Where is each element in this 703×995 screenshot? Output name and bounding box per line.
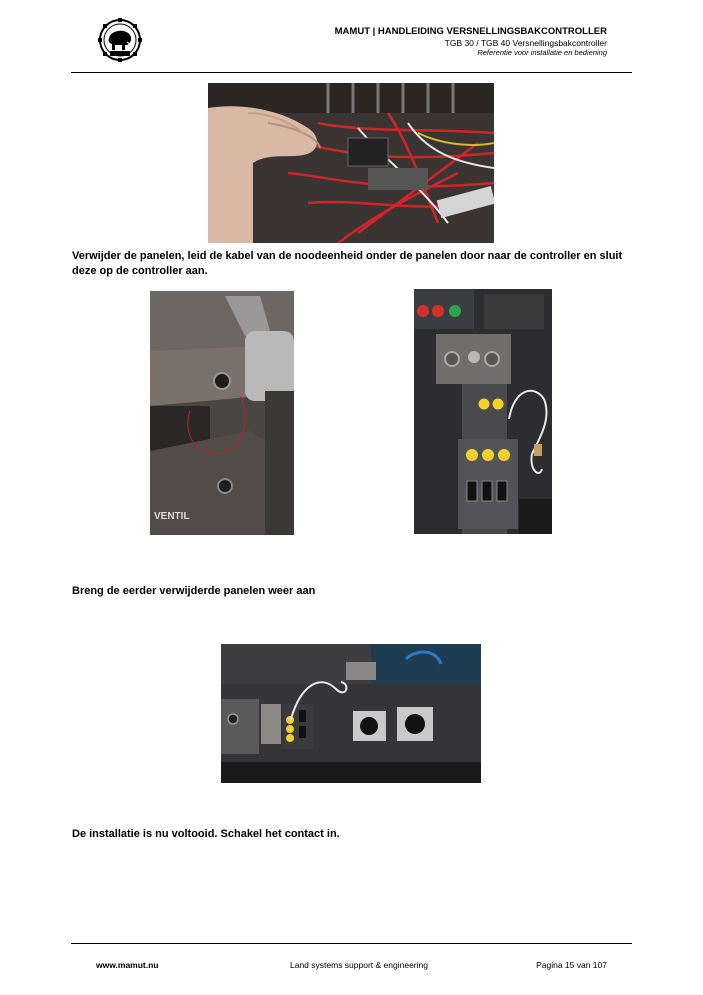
company-logo — [95, 18, 145, 62]
panel-bracket-photo — [150, 291, 294, 535]
instruction-step-3: De installatie is nu voltooid. Schakel het contact in. — [72, 828, 340, 840]
instruction-step-2: Breng de eerder verwijderde panelen weer aan — [72, 585, 316, 597]
control-panel-photo — [414, 289, 552, 534]
footer-website: www.mamut.nu — [96, 960, 159, 970]
wiring-harness-photo — [208, 83, 494, 243]
footer-divider — [71, 943, 632, 944]
header-divider — [71, 72, 632, 73]
panel-label-text: VENTIL — [154, 511, 190, 522]
footer-page-number: Pagina 15 van 107 — [536, 960, 607, 970]
footer-tagline: Land systems support & engineering — [290, 960, 428, 970]
document-subtitle: TGB 30 / TGB 40 Versnellingsbakcontroller — [444, 38, 607, 48]
instruction-step-1: Verwijder de panelen, leid de kabel van de noodeenheid onder de panelen door naar de controller en sluit deze op de controller aan. — [72, 250, 623, 277]
document-title: MAMUT | HANDLEIDING VERSNELLINGSBAKCONTROLLER — [334, 26, 607, 37]
document-reference: Referentie voor installatie en bediening — [477, 48, 607, 57]
installed-panels-photo — [221, 644, 481, 783]
